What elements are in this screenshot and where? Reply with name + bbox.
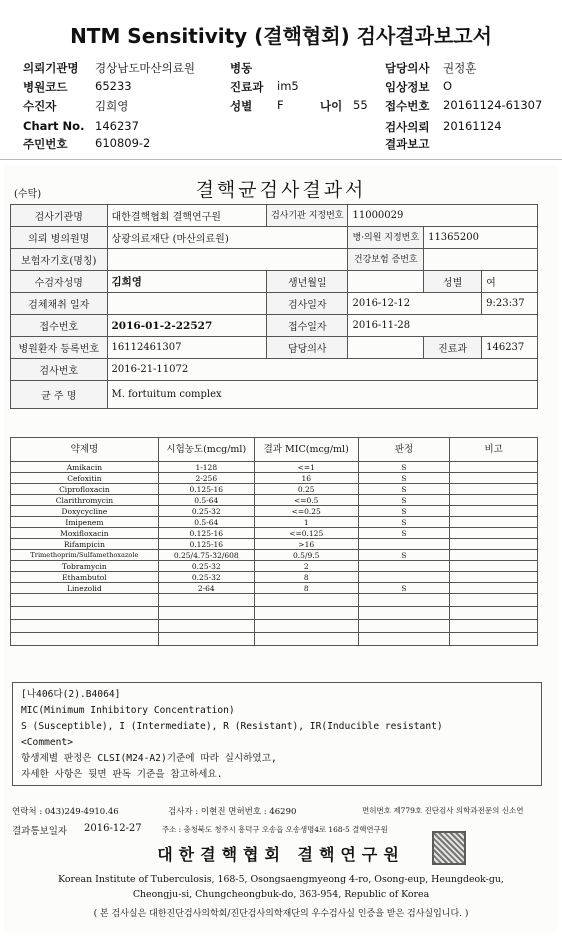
info-label: 의뢰 병의원명 (11, 227, 108, 249)
footer-address-kr: 주소 : 충청북도 청주시 흥덕구 오송읍 오송생명4로 168-5 결핵연구원 (162, 825, 388, 834)
cell-remark (450, 506, 538, 517)
table-row (11, 550, 538, 561)
info-value (348, 271, 424, 293)
field-value-hospital-code: 65233 (95, 79, 132, 93)
table-row-empty (11, 594, 538, 607)
footer-contact: 연락처 : 043)249-4910.46 (12, 807, 119, 817)
cell-drug: Cefoxitin (11, 473, 159, 484)
col-header-remark: 비고 (450, 438, 538, 462)
results-table (10, 437, 538, 646)
cell-mic: 8 (254, 572, 358, 583)
field-label-hospital-code: 병원코드 (23, 80, 68, 94)
info-label: 보험자기호(명칭) (11, 249, 108, 271)
info-value (107, 293, 267, 315)
sheet-tag: (수탁) (14, 189, 42, 200)
info-value: 11000029 (348, 205, 538, 227)
table-row (11, 484, 538, 495)
cell-conc: 0.125-16 (158, 539, 254, 550)
footer-address-en-2: Cheongju-si, Chungcheongbuk-do, 363-954, Republic of Korea (132, 889, 430, 900)
info-label: 진료과 (424, 337, 482, 359)
cell-conc: 0.25-32 (158, 572, 254, 583)
scanned-result-sheet (4, 165, 558, 933)
info-label: 병·의원 지정번호 (348, 227, 424, 249)
table-row (11, 462, 538, 473)
cell-drug: Ciprofloxacin (11, 484, 159, 495)
field-label-patient: 수진자 (23, 99, 57, 113)
cell-drug: Doxycycline (11, 506, 159, 517)
note-line: 항생제별 판정은 CLSI(M24-A2)기준에 따라 실시하였고, (21, 753, 277, 764)
info-label: 접수번호 (11, 315, 108, 337)
note-line: S (Susceptible), I (Intermediate), R (Resistant), IR(Inducible resistant) (21, 721, 443, 732)
info-value: 2016-11-28 (348, 315, 538, 337)
footer-inspector: 검사자 : 이현진 면허번호 : 46290 (168, 807, 297, 817)
table-row (11, 561, 538, 572)
table-row (11, 528, 538, 539)
table-row (11, 506, 538, 517)
cell-remark (450, 495, 538, 506)
field-label-age: 나이 (320, 99, 343, 113)
field-value-receipt-no: 20161124-61307 (443, 98, 543, 112)
footer-report-date-label: 결과통보일자 (12, 826, 68, 837)
cell-mic: <=1 (254, 462, 358, 473)
cell-remark (450, 517, 538, 528)
info-value (424, 249, 538, 271)
cell-interp: S (358, 495, 450, 506)
cell-mic: >16 (254, 539, 358, 550)
info-value (348, 337, 424, 359)
cell-conc: 2-256 (158, 473, 254, 484)
table-row (11, 583, 538, 594)
note-line: <Comment> (21, 737, 73, 748)
footer-report-date: 2016-12-27 (84, 823, 142, 834)
field-value-age: 55 (353, 98, 368, 112)
field-label-ward: 병동 (230, 61, 253, 75)
field-label-resident-no: 주민번호 (23, 137, 68, 151)
info-label: 성별 (424, 271, 482, 293)
info-value: M. fortuitum complex (107, 381, 538, 409)
table-row-empty (11, 633, 538, 646)
sheet-title: 결핵균검사결과서 (195, 179, 367, 201)
info-value: 16112461307 (107, 337, 267, 359)
cell-mic: 0.25 (254, 484, 358, 495)
cell-mic: 8 (254, 583, 358, 594)
table-row-empty (11, 620, 538, 633)
field-value-chart-no: 146237 (95, 119, 139, 133)
cell-interp: S (358, 517, 450, 528)
cell-drug: Trimethoprim/Sulfamethoxazole (11, 550, 159, 561)
info-label: 수검자성명 (11, 271, 108, 293)
cell-conc: 1-128 (158, 462, 254, 473)
cell-mic: <=0.25 (254, 506, 358, 517)
field-value-request-date: 20161124 (443, 119, 502, 133)
cell-interp: S (358, 550, 450, 561)
info-value: 대한결핵협회 결핵연구원 (107, 205, 267, 227)
official-seal-stamp (432, 831, 466, 865)
cell-conc: 2-64 (158, 583, 254, 594)
info-label: 균 주 명 (11, 381, 108, 409)
info-value: 11365200 (424, 227, 538, 249)
info-label: 담당의사 (267, 337, 348, 359)
footer-address-en-1: Korean Institute of Tuberculosis, 168-5, Osongsaengmyeong 4-ro, Osong-eup, Heungdeok-gu, (58, 874, 504, 885)
note-line: 자세한 사항은 뒷면 판독 기준을 참고하세요. (21, 769, 223, 780)
cell-drug: Imipenem (11, 517, 159, 528)
info-value: 여 (482, 271, 538, 293)
field-value-clinical-info: O (443, 79, 453, 93)
table-row (11, 539, 538, 550)
cell-conc: 0.5-64 (158, 517, 254, 528)
cell-interp: S (358, 528, 450, 539)
cell-remark (450, 528, 538, 539)
cell-mic: 0.5/9.5 (254, 550, 358, 561)
cell-drug: Rifampicin (11, 539, 159, 550)
cell-mic: <=0.5 (254, 495, 358, 506)
cell-mic: 2 (254, 561, 358, 572)
col-header-drug: 약제명 (11, 438, 159, 462)
cell-remark (450, 462, 538, 473)
table-row (11, 572, 538, 583)
field-value-doctor: 권정훈 (443, 61, 477, 75)
field-value-sex: F (277, 98, 284, 112)
cell-drug: Moxifloxacin (11, 528, 159, 539)
info-value: 김희영 (107, 271, 267, 293)
cell-conc: 0.5-64 (158, 495, 254, 506)
field-value-resident-no: 610809-2 (95, 136, 151, 150)
cell-mic: 16 (254, 473, 358, 484)
table-row (11, 495, 538, 506)
info-value: 9:23:37 (482, 293, 538, 315)
comment-box (12, 682, 542, 786)
field-label-chart-no: Chart No. (23, 119, 85, 133)
results-body (11, 462, 538, 646)
field-value-requesting-institution: 경상남도마산의료원 (95, 61, 195, 75)
cell-drug: Tobramycin (11, 561, 159, 572)
field-label-receipt-no: 접수번호 (385, 99, 430, 113)
cell-interp (358, 539, 450, 550)
cell-remark (450, 484, 538, 495)
info-value: 2016-12-12 (348, 293, 482, 315)
cell-remark (450, 539, 538, 550)
cell-conc: 0.25-32 (158, 561, 254, 572)
cell-remark (450, 583, 538, 594)
cell-remark (450, 550, 538, 561)
info-value: 2016-01-2-22527 (107, 315, 267, 337)
cell-conc: 0.25/4.75-32/608 (158, 550, 254, 561)
info-value: 2016-21-11072 (107, 359, 538, 381)
col-header-interp: 판정 (358, 438, 450, 462)
report-title: NTM Sensitivity (결핵협회) 검사결과보고서 (70, 24, 492, 48)
table-row (11, 473, 538, 484)
cell-interp: S (358, 583, 450, 594)
info-label: 건강보험 증번호 (348, 249, 424, 271)
info-label: 접수일자 (267, 315, 348, 337)
info-label: 검사기관 지정번호 (267, 205, 348, 227)
info-value: 상광의료재단 (마산의료원) (107, 227, 348, 249)
info-value (107, 249, 348, 271)
field-label-requesting-institution: 의뢰기관명 (23, 61, 79, 75)
cell-drug: Linezolid (11, 583, 159, 594)
cell-interp: S (358, 484, 450, 495)
cell-conc: 0.25-32 (158, 506, 254, 517)
cell-interp (358, 561, 450, 572)
info-label: 검사일자 (267, 293, 348, 315)
table-row-empty (11, 607, 538, 620)
field-label-department: 진료과 (230, 80, 264, 94)
cell-remark (450, 561, 538, 572)
cell-conc: 0.125-16 (158, 528, 254, 539)
footer-certification: ( 본 검사실은 대한진단검사의학회/진단검사의학재단의 우수검사실 인증을 받은 검사실입니다. ) (93, 909, 469, 919)
cell-interp: S (358, 473, 450, 484)
info-label: 생년월일 (267, 271, 348, 293)
cell-mic: <=0.125 (254, 528, 358, 539)
cell-drug: Ethambutol (11, 572, 159, 583)
field-label-clinical-info: 임상정보 (385, 80, 430, 94)
info-label: 검사번호 (11, 359, 108, 381)
cell-drug: Clarithromycin (11, 495, 159, 506)
info-label: 검사기관명 (11, 205, 108, 227)
cell-interp: S (358, 506, 450, 517)
cell-drug: Amikacin (11, 462, 159, 473)
field-label-result-report: 결과보고 (385, 137, 430, 151)
cell-interp: S (358, 462, 450, 473)
info-table (10, 204, 538, 409)
cell-conc: 0.125-16 (158, 484, 254, 495)
report-header (0, 0, 562, 160)
cell-interp (358, 572, 450, 583)
table-row (11, 517, 538, 528)
cell-mic: 1 (254, 517, 358, 528)
col-header-mic: 결과 MIC(mcg/ml) (254, 438, 358, 462)
field-value-patient: 김희영 (95, 99, 129, 113)
field-value-department: im5 (277, 79, 299, 93)
col-header-conc: 시험농도(mcg/ml) (158, 438, 254, 462)
field-label-sex: 성별 (230, 99, 253, 113)
info-label: 검체채취 일자 (11, 293, 108, 315)
institute-name: 대한결핵협회 결핵연구원 (157, 845, 405, 864)
info-value: 146237 (482, 337, 538, 359)
cell-remark (450, 572, 538, 583)
cell-remark (450, 473, 538, 484)
note-line: [나406다(2).B4064] (21, 689, 121, 700)
field-label-request-date: 검사의뢰 (385, 120, 430, 134)
footer-license: 면허번호 제779호 진단검사 의학과전문의 신소연 (362, 806, 524, 815)
field-label-doctor: 담당의사 (385, 61, 430, 75)
info-label: 병원환자 등록번호 (11, 337, 108, 359)
note-line: MIC(Minimum Inhibitory Concentration) (21, 705, 235, 716)
